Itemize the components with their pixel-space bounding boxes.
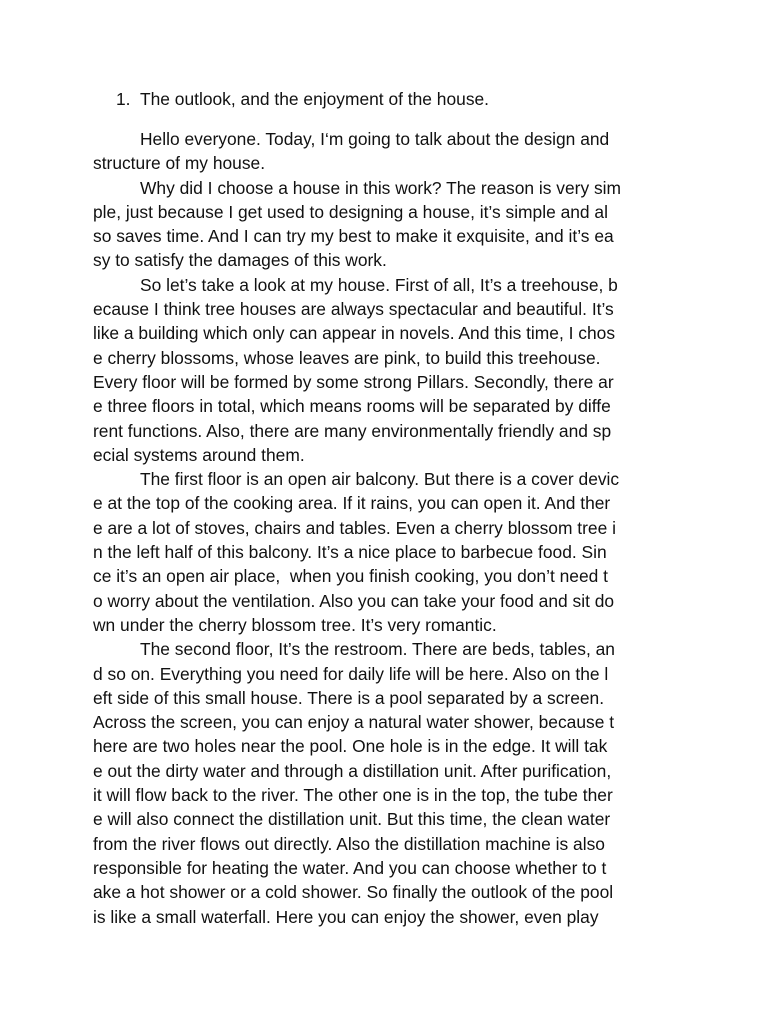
text-line: e three floors in total, which means rooms will be separated by diffe — [93, 396, 611, 417]
text-line: ce it’s an open air place, when you finish cooking, you don’t need t — [93, 566, 608, 587]
text-line: wn under the cherry blossom tree. It’s very romantic. — [93, 614, 497, 635]
text-line: ake a hot shower or a cold shower. So finally the outlook of the pool — [93, 882, 614, 903]
text-line: d so on. Everything you need for daily life will be here. Also on the l — [93, 663, 609, 684]
text-line: eft side of this small house. There is a pool separated by a screen. — [93, 687, 605, 708]
text-line: like a building which only can appear in novels. And this time, I chos — [93, 323, 616, 344]
text-line: Across the screen, you can enjoy a natural water shower, because t — [93, 712, 615, 733]
text-line: rent functions. Also, there are many environmentally friendly and sp — [93, 420, 612, 441]
text-line: is like a small waterfall. Here you can enjoy the shower, even play — [93, 906, 599, 927]
paragraph-first-line: The second floor, It’s the restroom. There are beds, tables, an — [140, 639, 615, 660]
text-line: e out the dirty water and through a distillation unit. After purification, — [93, 760, 612, 781]
text-line: ple, just because I get used to designing a house, it’s simple and al — [93, 201, 608, 222]
paragraph-first-line: Hello everyone. Today, I‘m going to talk about the design and — [140, 129, 610, 149]
text-line: from the river flows out directly. Also the distillation machine is also — [93, 833, 605, 854]
text-line: e at the top of the cooking area. If it rains, you can open it. And ther — [93, 493, 611, 514]
body-text — [93, 127, 693, 929]
text-line: sy to satisfy the damages of this work. — [93, 250, 387, 271]
text-line: e are a lot of stoves, chairs and tables. Even a cherry blossom tree i — [93, 517, 616, 538]
text-line: o worry about the ventilation. Also you can take your food and sit do — [93, 590, 615, 611]
text-line: e will also connect the distillation unit. But this time, the clean water — [93, 809, 611, 830]
paragraph-first-line: The first floor is an open air balcony. But there is a cover devic — [140, 469, 620, 490]
text-line: responsible for heating the water. And you can choose whether to t — [93, 857, 607, 878]
text-line: ecial systems around them. — [93, 444, 305, 465]
list-number: 1. — [116, 89, 131, 109]
section-heading — [116, 87, 489, 111]
paragraph-first-line: So let’s take a look at my house. First of all, It’s a treehouse, b — [140, 274, 618, 295]
text-line: structure of my house. — [93, 153, 266, 174]
section-heading-text: The outlook, and the enjoyment of the house. — [140, 89, 490, 109]
text-line: so saves time. And I can try my best to make it exquisite, and it’s ea — [93, 226, 614, 247]
paragraph-first-line: Why did I choose a house in this work? The reason is very sim — [140, 177, 622, 198]
text-line: n the left half of this balcony. It’s a nice place to barbecue food. Sin — [93, 542, 607, 563]
text-line: here are two holes near the pool. One hole is in the edge. It will tak — [93, 736, 608, 757]
text-line: ecause I think tree houses are always spectacular and beautiful. It’s — [93, 299, 614, 320]
text-line: Every floor will be formed by some strong Pillars. Secondly, there ar — [93, 371, 614, 392]
text-line: it will flow back to the river. The other one is in the top, the tube ther — [93, 785, 613, 806]
text-line: e cherry blossoms, whose leaves are pink, to build this treehouse. — [93, 347, 601, 368]
